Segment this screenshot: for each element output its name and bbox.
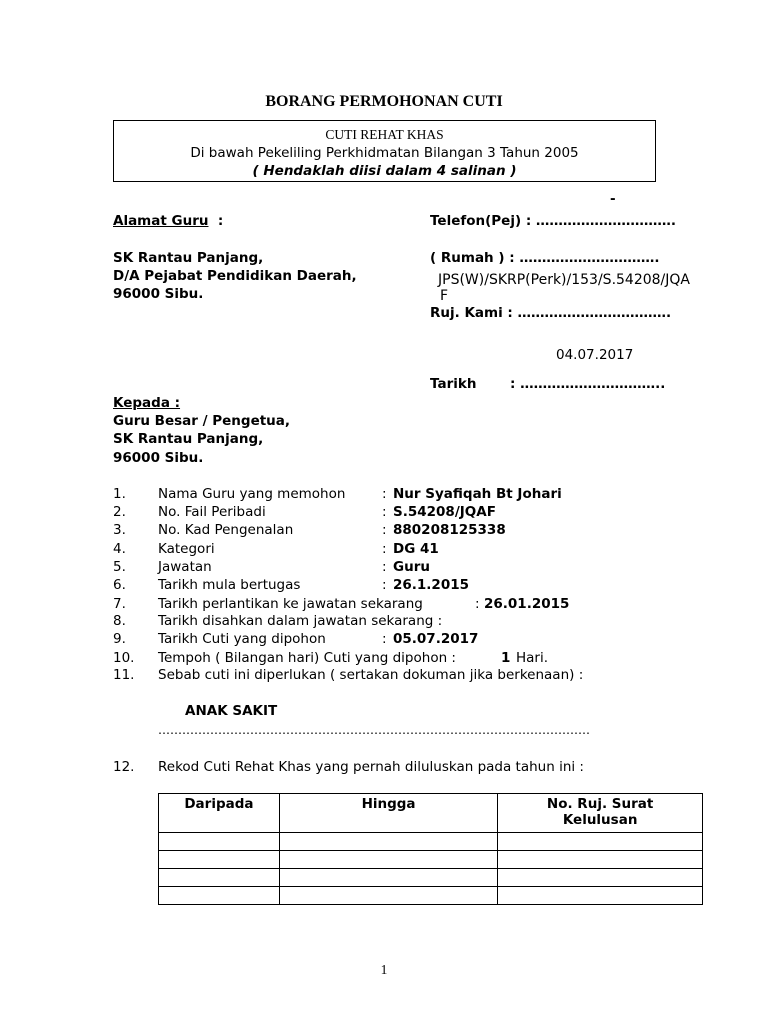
item-colon: :	[382, 577, 387, 593]
ruj-value: JPS(W)/SKRP(Perk)/153/S.54208/JQA	[438, 272, 690, 288]
item-number: 11.	[113, 667, 135, 683]
item-number: 10.	[113, 650, 135, 666]
table-cell	[159, 887, 280, 905]
item-label: Tarikh perlantikan ke jawatan sekarang	[158, 596, 423, 612]
telefon-rumah: ( Rumah ) : ………………………….	[430, 250, 660, 266]
kepada-line: Guru Besar / Pengetua,	[113, 413, 291, 429]
telefon-pej: Telefon(Pej) : ………………………….	[430, 213, 677, 229]
item-value: 880208125338	[393, 522, 506, 538]
item-number: 1.	[113, 486, 126, 502]
table-row	[159, 869, 703, 887]
leave-type: CUTI REHAT KHAS	[325, 127, 444, 142]
table-cell	[279, 833, 497, 851]
dash-mark: -	[610, 191, 616, 207]
kepada-line: SK Rantau Panjang,	[113, 431, 264, 447]
item-unit: Hari.	[516, 650, 549, 666]
item-value: 26.01.2015	[484, 596, 570, 612]
table-cell	[498, 851, 703, 869]
alamat-line: D/A Pejabat Pendidikan Daerah,	[113, 268, 357, 284]
item-number: 2.	[113, 504, 126, 520]
item-label: Jawatan	[158, 559, 212, 575]
kepada-line: 96000 Sibu.	[113, 450, 204, 466]
table-header-row	[159, 794, 703, 833]
ruj-value-cont: F	[440, 288, 449, 304]
table-cell	[498, 887, 703, 905]
item-colon: :	[382, 486, 387, 502]
item-number: 3.	[113, 522, 126, 538]
tarikh-value: 04.07.2017	[556, 347, 634, 363]
item-label: No. Kad Pengenalan	[158, 522, 294, 538]
alamat-heading	[113, 213, 223, 229]
alamat-label: Alamat Guru	[113, 213, 209, 229]
page-number: 1	[380, 962, 388, 977]
form-title: BORANG PERMOHONAN CUTI	[265, 93, 503, 110]
item-value: Guru	[393, 559, 430, 575]
item-number: 9.	[113, 631, 126, 647]
header-box	[113, 120, 656, 182]
table-row	[159, 851, 703, 869]
item-colon: :	[382, 522, 387, 538]
table-cell	[279, 851, 497, 869]
alamat-line: 96000 Sibu.	[113, 286, 204, 302]
item-colon: :	[382, 631, 387, 647]
leave-record-table	[158, 793, 703, 905]
reason-text: ANAK SAKIT	[185, 703, 278, 719]
reason-dots: ………………………………………………………………………………………………	[158, 723, 590, 737]
tarikh-label: Tarikh	[430, 376, 477, 392]
item-colon: :	[382, 504, 387, 520]
column-header-no-ruj	[498, 794, 703, 833]
item-value: S.54208/JQAF	[393, 504, 496, 520]
table-cell	[498, 869, 703, 887]
table-cell	[498, 833, 703, 851]
ruj-kami: Ruj. Kami : …………………………….	[430, 305, 672, 321]
column-header-no-ruj-text: No. Ruj. Surat Kelulusan	[546, 796, 654, 828]
item-label: No. Fail Peribadi	[158, 504, 266, 520]
item-value: 26.1.2015	[393, 577, 470, 593]
alamat-line: SK Rantau Panjang,	[113, 250, 264, 266]
alamat-colon: :	[217, 213, 224, 229]
item-value: DG 41	[393, 541, 439, 557]
table-cell	[279, 869, 497, 887]
item-label: Sebab cuti ini diperlukan ( sertakan dokuman jika berkenaan) :	[158, 667, 584, 683]
item-label: Nama Guru yang memohon	[158, 486, 346, 502]
item-label: Tarikh mula bertugas	[158, 577, 301, 593]
copies-note: ( Hendaklah diisi dalam 4 salinan )	[252, 163, 517, 179]
item-number: 5.	[113, 559, 126, 575]
item-label: Tarikh disahkan dalam jawatan sekarang :	[158, 613, 443, 629]
table-cell	[159, 851, 280, 869]
item-value: 05.07.2017	[393, 631, 479, 647]
item-label: Rekod Cuti Rehat Khas yang pernah diluluskan pada tahun ini :	[158, 759, 584, 775]
item-colon: :	[382, 559, 387, 575]
table-cell	[159, 869, 280, 887]
tarikh-dots: : …………………………..	[510, 376, 666, 392]
item-number: 4.	[113, 541, 126, 557]
item-number: 7.	[113, 596, 126, 612]
item-value: Nur Syafiqah Bt Johari	[393, 486, 562, 502]
item-number: 6.	[113, 577, 126, 593]
item-value: 1	[501, 650, 511, 666]
item-label: Tarikh Cuti yang dipohon	[158, 631, 326, 647]
table-row	[159, 833, 703, 851]
table-row	[159, 887, 703, 905]
table-cell	[279, 887, 497, 905]
column-header-hingga: Hingga	[279, 794, 497, 833]
circular-reference: Di bawah Pekeliling Perkhidmatan Bilangan 3 Tahun 2005	[190, 145, 579, 161]
column-header-daripada: Daripada	[159, 794, 280, 833]
kepada-label: Kepada :	[113, 395, 181, 411]
table-cell	[159, 833, 280, 851]
item-colon: :	[382, 541, 387, 557]
item-colon: :	[475, 596, 480, 612]
item-number: 12.	[113, 759, 135, 775]
item-number: 8.	[113, 613, 126, 629]
item-label: Tempoh ( Bilangan hari) Cuti yang dipohon :	[158, 650, 456, 666]
item-label: Kategori	[158, 541, 215, 557]
